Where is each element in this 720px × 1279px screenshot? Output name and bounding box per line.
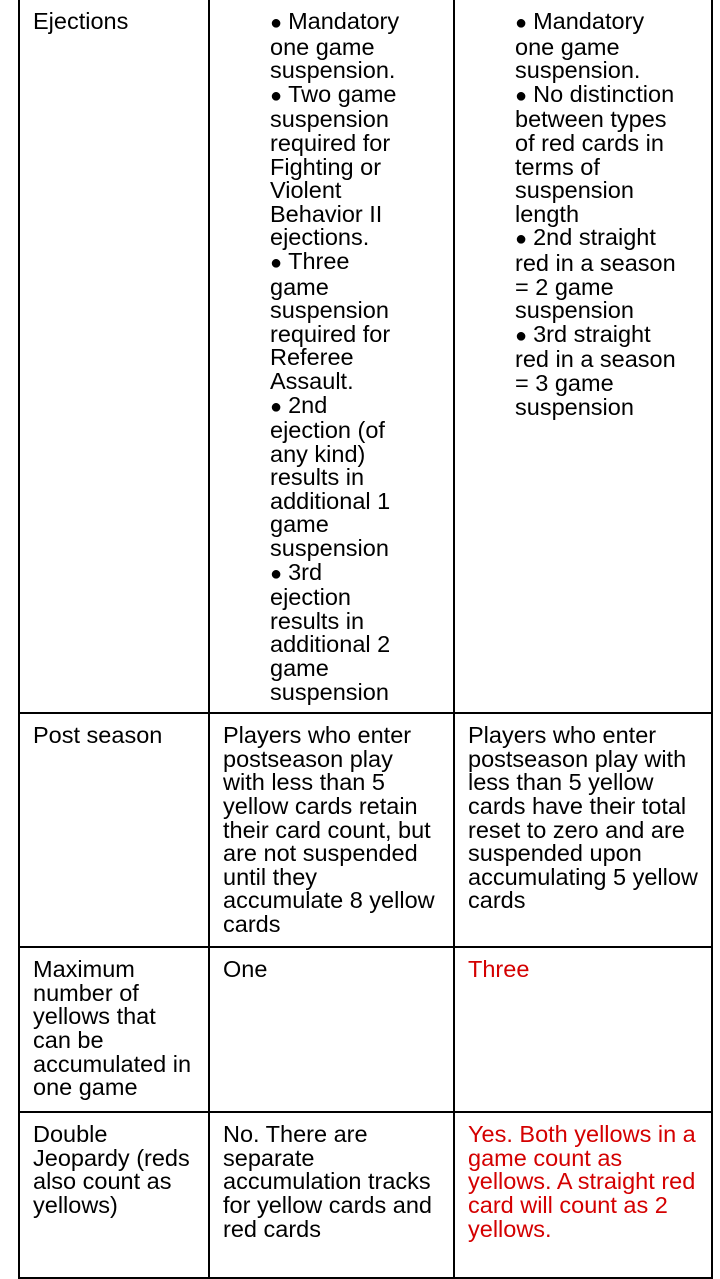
table-row-max-yellows — [19, 947, 712, 1112]
post-season-col3: Players who enter postseason play with less than 5 yellow cards have their total reset to zero and are suspended upon accumulating 5 yellow cards — [454, 713, 712, 947]
table-row-ejections — [19, 0, 712, 713]
row-label-double-jeopardy: Double Jeopardy (reds also count as yellows) — [19, 1112, 209, 1278]
max-yellows-col2: One — [209, 947, 454, 1112]
rules-comparison-table — [18, 0, 713, 1279]
ejections-col2-cell — [209, 0, 454, 713]
list-item: ● Mandatory one game suspension. — [270, 10, 403, 83]
row-label-post-season: Post season — [19, 713, 209, 947]
table-row-double-jeopardy — [19, 1112, 712, 1278]
list-item: ● 2nd straight red in a season = 2 game suspension — [515, 226, 687, 322]
double-jeopardy-col3: Yes. Both yellows in a game count as yellows. A straight red card will count as 2 yellows. — [454, 1112, 712, 1278]
ejections-col2-list — [270, 10, 403, 704]
list-item: ● Mandatory one game suspension. — [515, 10, 687, 83]
list-item: ● 3rd straight red in a season = 3 game suspension — [515, 323, 687, 419]
ejections-col3-cell — [454, 0, 712, 713]
table-row-post-season — [19, 713, 712, 947]
list-item: ● 2nd ejection (of any kind) results in additional 1 game suspension — [270, 394, 403, 561]
list-item: ● No distinction between types of red cards in terms of suspension length — [515, 83, 687, 227]
row-label-ejections: Ejections — [19, 0, 209, 713]
list-item: ● Three game suspension required for Referee Assault. — [270, 250, 403, 394]
ejections-col3-list — [515, 10, 687, 419]
list-item: ● Two game suspension required for Fighting or Violent Behavior II ejections. — [270, 83, 403, 250]
post-season-col2: Players who enter postseason play with less than 5 yellow cards retain their card count, but are not suspended until they accumulate 8 yellow cards — [209, 713, 454, 947]
list-item: ● 3rd ejection results in additional 2 game suspension — [270, 561, 403, 705]
double-jeopardy-col2: No. There are separate accumulation tracks for yellow cards and red cards — [209, 1112, 454, 1278]
row-label-max-yellows: Maximum number of yellows that can be accumulated in one game — [19, 947, 209, 1112]
max-yellows-col3: Three — [454, 947, 712, 1112]
